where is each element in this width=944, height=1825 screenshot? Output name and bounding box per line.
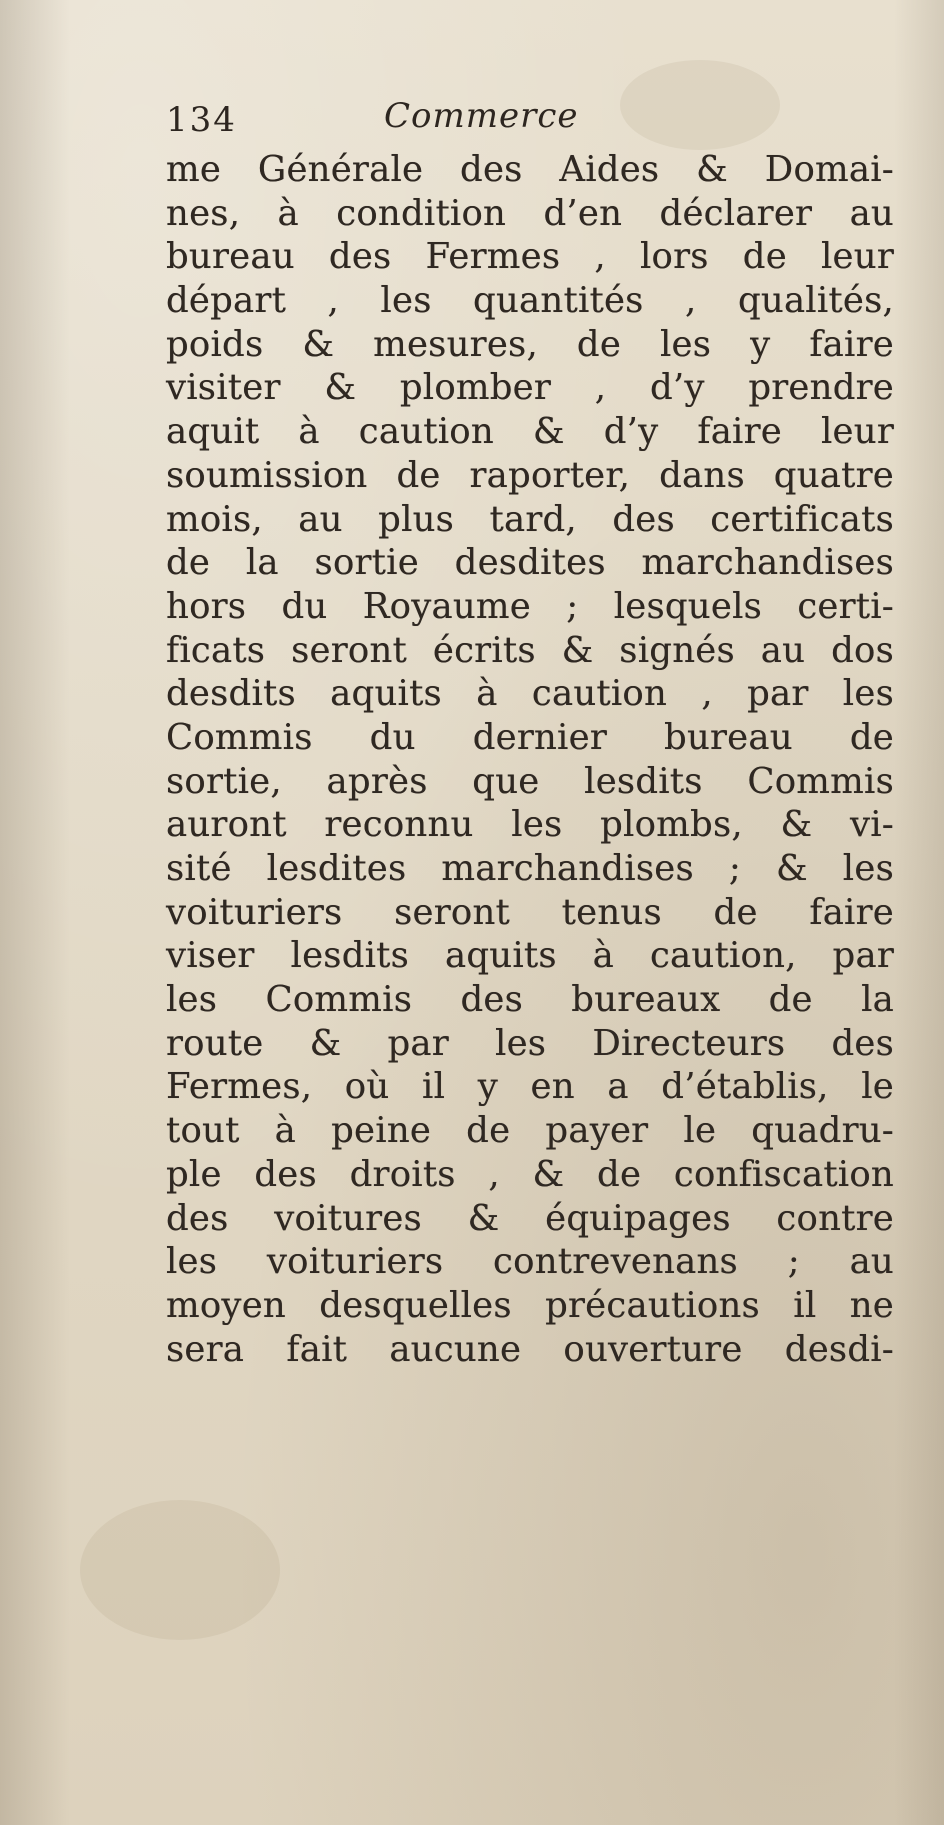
text-line: ficats seront écrits & signés au dos xyxy=(166,629,894,671)
text-line: les Commis des bureaux de la xyxy=(166,979,894,1021)
text-line: bureau des Fermes , lors de leur xyxy=(166,236,894,278)
text-line: moyen desquelles précautions il ne xyxy=(166,1284,894,1326)
page-header xyxy=(166,96,886,146)
paper-stain xyxy=(80,1500,280,1640)
text-line: mois, au plus tard, des certificats xyxy=(166,498,894,540)
text-line: Fermes, où il y en a d’établis, le xyxy=(166,1066,894,1108)
text-line: desdits aquits à caution , par les xyxy=(166,673,894,715)
text-line: des voitures & équipages contre xyxy=(166,1197,894,1239)
text-line: de la sortie desdites marchandises xyxy=(166,542,894,584)
text-line: visiter & plomber , d’y prendre xyxy=(166,367,894,409)
text-line: les voituriers contrevenans ; au xyxy=(166,1241,894,1283)
text-line: sité lesdites marchandises ; & les xyxy=(166,848,894,889)
body-text xyxy=(166,148,894,1371)
text-line: voituriers seront tenus de faire xyxy=(166,891,894,933)
text-line: départ , les quantités , qualités, xyxy=(166,280,894,322)
text-line: sera fait aucune ouverture desdi- xyxy=(166,1328,894,1370)
text-line: route & par les Directeurs des xyxy=(166,1022,894,1064)
text-line: aquit à caution & d’y faire leur xyxy=(166,411,894,453)
running-title: Commerce xyxy=(384,96,579,136)
text-line: ple des droits , & de confiscation xyxy=(166,1153,894,1195)
text-line: tout à peine de payer le quadru- xyxy=(166,1110,894,1152)
text-line: nes, à condition d’en déclarer au xyxy=(166,192,894,234)
text-line: soumission de raporter, dans quatre xyxy=(166,454,894,496)
text-line: Commis du dernier bureau de xyxy=(166,716,894,758)
text-line: poids & mesures, de les y faire xyxy=(166,323,894,365)
text-line: me Générale des Aides & Domai- xyxy=(166,149,894,190)
page-number: 134 xyxy=(166,100,237,140)
text-line: hors du Royaume ; lesquels certi- xyxy=(166,585,894,627)
text-line: sortie, après que lesdits Commis xyxy=(166,760,894,802)
text-line: auront reconnu les plombs, & vi- xyxy=(166,804,894,846)
text-line: viser lesdits aquits à caution, par xyxy=(166,935,894,977)
